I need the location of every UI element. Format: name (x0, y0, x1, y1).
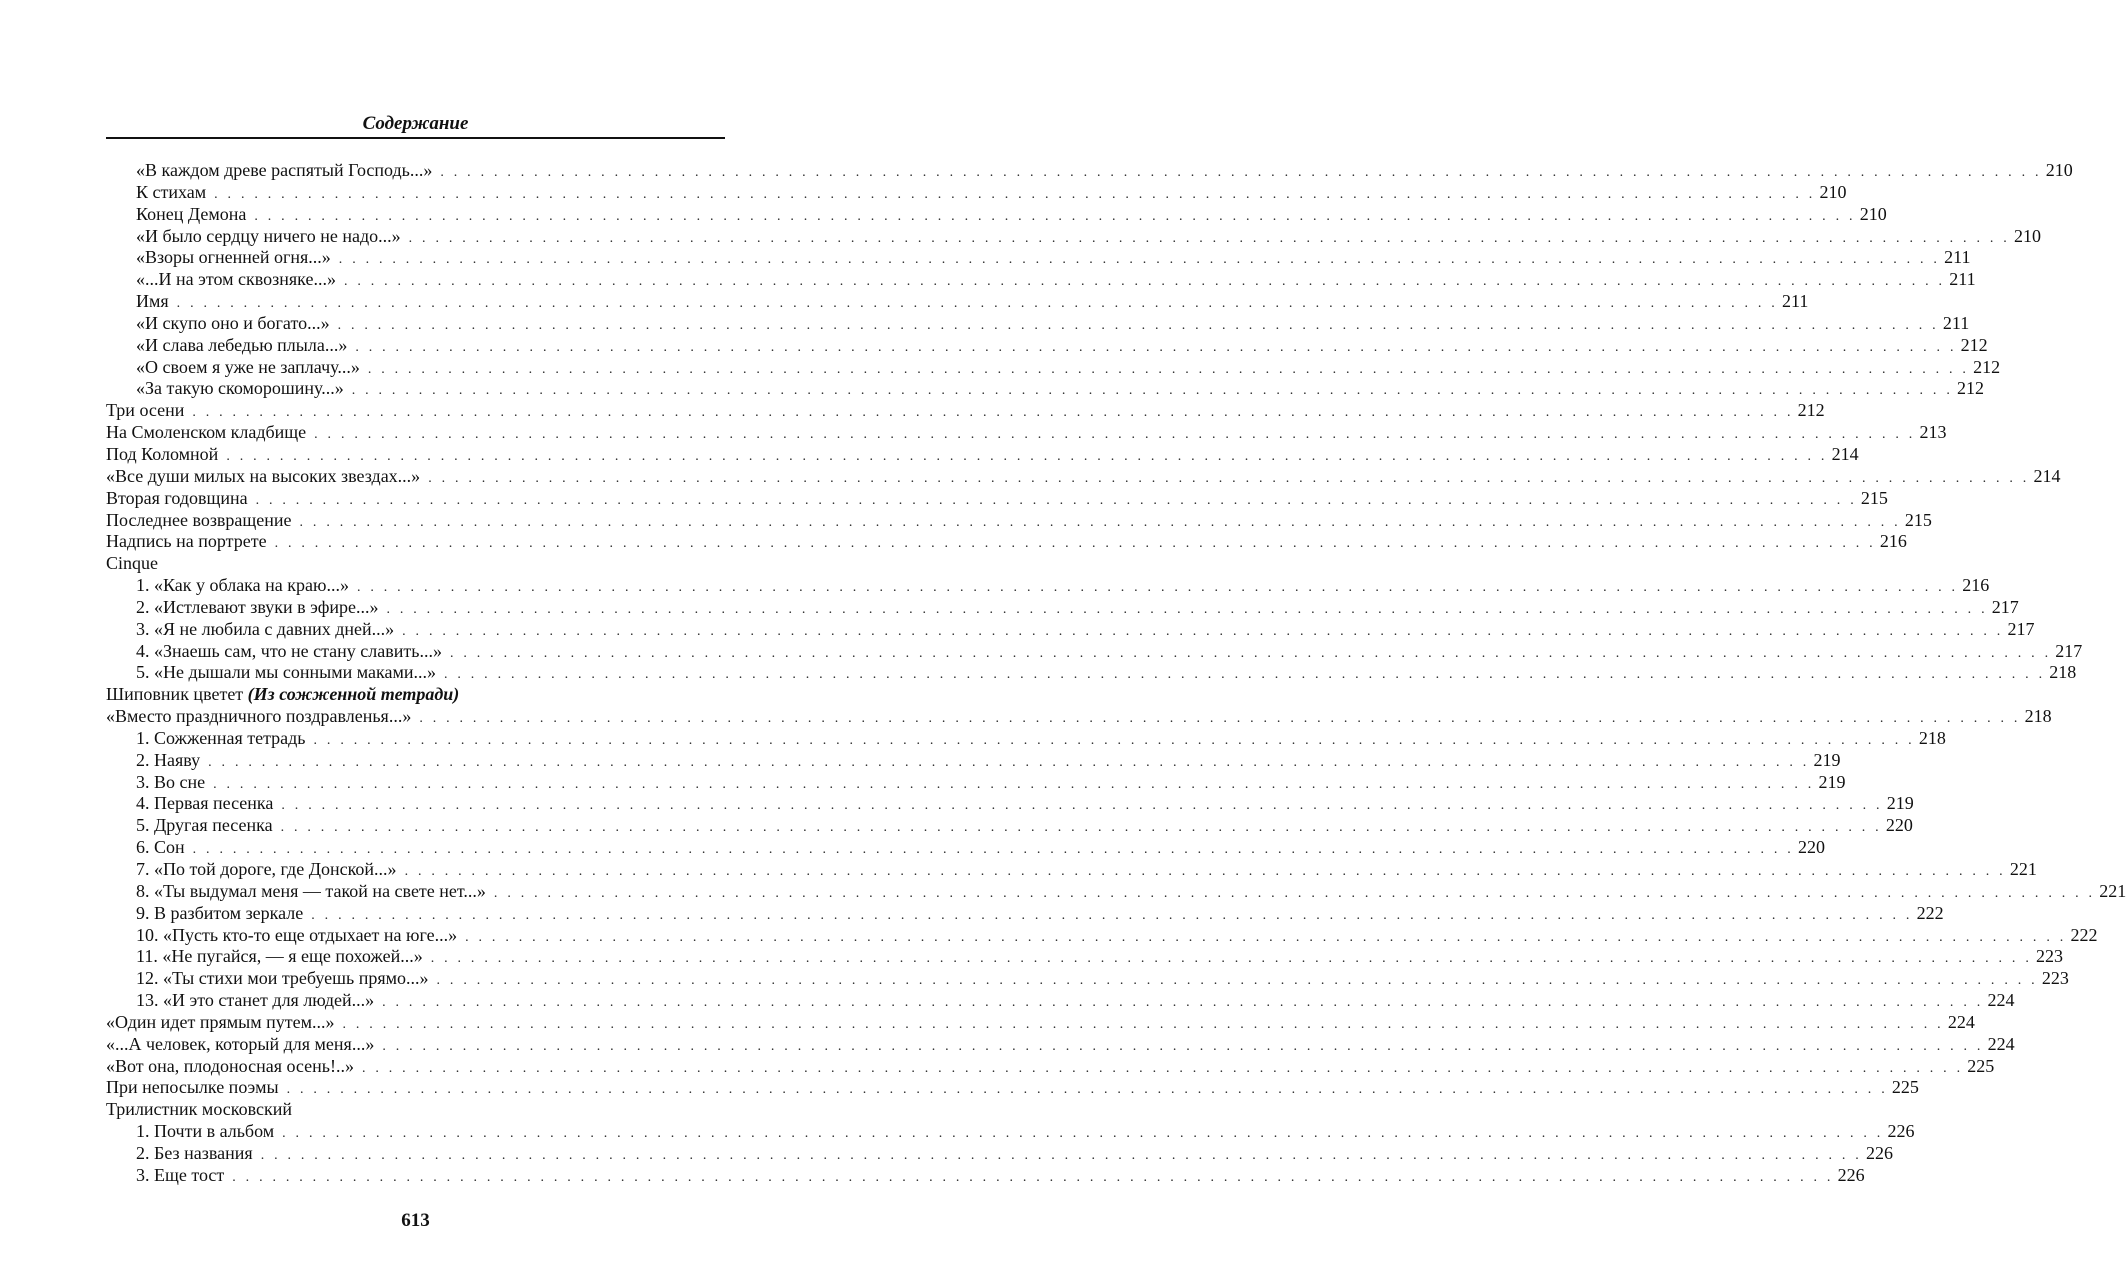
toc-entry (106, 727, 1946, 750)
toc-entry-title (136, 728, 314, 750)
toc-entry-title-text: 1. Сожженная тетрадь (136, 727, 306, 748)
dot-leader: . . . . . . . . . . . . . . . . . . . . . . . . . . . . . . . . . . . . . . . . . . . . . . . . . . . . . . . . . . . . . . . . . . . . . . . . . . . . . . . . . . . . . . . . . . . . . . . . . . . . . . . . . . . . . . . . . . . . . . . . (286, 1082, 1888, 1098)
running-head: Содержание (362, 113, 469, 134)
toc-entry-title (136, 750, 208, 772)
toc-entry-title-text: 3. Еще тост (136, 1164, 225, 1185)
toc-entry (106, 575, 1990, 597)
toc-entry-title-text: 5. Другая песенка (136, 815, 273, 836)
toc-entry-title-text: 10. «Пусть кто-то еще отдыхает на юге...» (136, 924, 458, 945)
dot-leader: . . . . . . . . . . . . . . . . . . . . . . . . . . . . . . . . . . . . . . . . . . . . . . . . . . . . . . . . . . . . . . . . . . . . . . . . . . . . . . . . . . . . . . . . . . . . . . . . . . . . . . . . . . . . . . . . . . . . . . . . (428, 470, 2030, 486)
toc-entry (106, 269, 1976, 291)
toc-entry (106, 422, 1947, 444)
toc-entry-title-text: 3. «Я не любила с давних дней...» (136, 618, 395, 639)
toc-entry (106, 1121, 1915, 1143)
toc-entry-title-text: 6. Сон (136, 837, 185, 858)
toc-entry (106, 356, 2001, 379)
dot-leader: . . . . . . . . . . . . . . . . . . . . . . . . . . . . . . . . . . . . . . . . . . . . . . . . . . . . . . . . . . . . . . . . . . . . . . . . . . . . . . . . . . . . . . . . . . . . . . . . . . . . . . . . . . . . . . . . . . . . . . . . (208, 754, 1810, 770)
toc-entry-title (136, 772, 213, 794)
dot-leader: . . . . . . . . . . . . . . . . . . . . . . . . . . . . . . . . . . . . . . . . . . . . . . . . . . . . . . . . . . . . . . . . . . . . . . . . . . . . . . . . . . . . . . . . . . . . . . . . . . . . . . . . . . . . . . . . . . . . . . . . (402, 623, 2004, 639)
toc-entry-title (106, 1056, 362, 1078)
toc-entry-page: 224 (1987, 1033, 2015, 1054)
toc-entry (106, 465, 2061, 488)
toc-entry-page: 223 (2041, 968, 2069, 989)
toc-entry (106, 334, 1988, 357)
toc-entry-title-text: 4. Первая песенка (136, 793, 274, 814)
toc-entry (106, 553, 725, 575)
dot-leader: . . . . . . . . . . . . . . . . . . . . . . . . . . . . . . . . . . . . . . . . . . . . . . . . . . . . . . . . . . . . . . . . . . . . . . . . . . . . . . . . . . . . . . . . . . . . . . . . . . . . . . . . . . . . . . . . . . . . . . . . (192, 842, 1794, 858)
toc-entry-title (106, 706, 419, 728)
dot-leader: . . . . . . . . . . . . . . . . . . . . . . . . . . . . . . . . . . . . . . . . . . . . . . . . . . . . . . . . . . . . . . . . . . . . . . . . . . . . . . . . . . . . . . . . . . . . . . . . . . . . . . . . . . . . . . . . . . . . . . . . (342, 1016, 1944, 1032)
toc-entry-title-text: 8. «Ты выдумал меня — такой на свете нет...» (136, 880, 486, 901)
dot-leader: . . . . . . . . . . . . . . . . . . . . . . . . . . . . . . . . . . . . . . . . . . . . . . . . . . . . . . . . . . . . . . . . . . . . . . . . . . . . . . . . . . . . . . . . . . . . . . . . . . . . . . . . . . . . . . . . . . . . . . . . (254, 208, 1856, 224)
toc-entry-title (136, 793, 281, 815)
toc-entry (106, 203, 1887, 226)
toc-entry (106, 400, 1825, 422)
toc-entry-title-text: Шиповник цветет (106, 684, 244, 705)
toc-entry-page: 225 (1891, 1077, 1919, 1098)
toc-entry-title-text: На Смоленском кладбище (106, 422, 307, 443)
toc-entry (106, 662, 2077, 684)
toc-entry (106, 618, 2035, 641)
toc-entry-title (136, 269, 344, 291)
toc-entry-title (136, 335, 355, 357)
toc-entry-title-text: «Взоры огненней огня...» (136, 247, 331, 268)
toc-entry (106, 946, 2064, 968)
toc-entry-page: 211 (1944, 247, 1971, 268)
toc-entry-title (106, 1099, 300, 1121)
toc-entry (106, 859, 2037, 881)
dot-leader: . . . . . . . . . . . . . . . . . . . . . . . . . . . . . . . . . . . . . . . . . . . . . . . . . . . . . . . . . . . . . . . . . . . . . . . . . . . . . . . . . . . . . . . . . . . . . . . . . . . . . . . . . . . . . . . . . . . . . . . . (299, 514, 1901, 530)
toc-entry-page: 210 (1859, 203, 1887, 224)
toc-entry-title-text: «И было сердцу ничего не надо...» (136, 225, 401, 246)
toc-entry-page: 210 (1819, 181, 1847, 202)
toc-entry-page: 217 (2007, 618, 2035, 639)
toc-entry-title (106, 1077, 287, 1099)
toc-entry (106, 837, 1825, 859)
dot-leader: . . . . . . . . . . . . . . . . . . . . . . . . . . . . . . . . . . . . . . . . . . . . . . . . . . . . . . . . . . . . . . . . . . . . . . . . . . . . . . . . . . . . . . . . . . . . . . . . . . . . . . . . . . . . . . . . . . . . . . . . (351, 383, 1954, 399)
dot-leader: . . . . . . . . . . . . . . . . . . . . . . . . . . . . . . . . . . . . . . . . . . . . . . . . . . . . . . . . . . . . . . . . . . . . . . . . . . . . . . . . . . . . . . . . . . . . . . . . . . . . . . . . . . . . . . . . . . . . . . . . (260, 1147, 1862, 1163)
toc-entry-title-text: «Вместо праздничного поздравленья...» (106, 706, 412, 727)
toc-entry-title (136, 575, 357, 597)
toc-entry-title (136, 1121, 282, 1143)
toc-entry (106, 1033, 2015, 1056)
toc-entry-title (136, 1143, 261, 1165)
toc-entry-title-text: 2. Наяву (136, 749, 201, 770)
toc-entry-title (106, 553, 166, 575)
dot-leader: . . . . . . . . . . . . . . . . . . . . . . . . . . . . . . . . . . . . . . . . . . . . . . . . . . . . . . . . . . . . . . . . . . . . . . . . . . . . . . . . . . . . . . . . . . . . . . . . . . . . . . . . . . . . . . . . . . . . . . . . (440, 165, 2042, 180)
toc-entry-title (136, 990, 382, 1012)
toc-entry-title (136, 903, 311, 925)
dot-leader: . . . . . . . . . . . . . . . . . . . . . . . . . . . . . . . . . . . . . . . . . . . . . . . . . . . . . . . . . . . . . . . . . . . . . . . . . . . . . . . . . . . . . . . . . . . . . . . . . . . . . . . . . . . . . . . . . . . . . . . . (176, 296, 1778, 312)
toc-entry (106, 968, 2069, 990)
toc-entry-page: 218 (1918, 727, 1946, 748)
toc-entry-page: 213 (1919, 422, 1947, 443)
dot-leader: . . . . . . . . . . . . . . . . . . . . . . . . . . . . . . . . . . . . . . . . . . . . . . . . . . . . . . . . . . . . . . . . . . . . . . . . . . . . . . . . . . . . . . . . . . . . . . . . . . . . . . . . . . . . . . . . . . . . . . . . (367, 361, 1970, 377)
toc-entry (106, 706, 2052, 728)
dot-leader: . . . . . . . . . . . . . . . . . . . . . . . . . . . . . . . . . . . . . . . . . . . . . . . . . . . . . . . . . . . . . . . . . . . . . . . . . . . . . . . . . . . . . . . . . . . . . . . . . . . . . . . . . . . . . . . . . . . . . . . . (282, 1126, 1884, 1142)
toc-entry-title (136, 662, 444, 684)
toc-entry-page: 226 (1887, 1121, 1915, 1142)
dot-leader: . . . . . . . . . . . . . . . . . . . . . . . . . . . . . . . . . . . . . . . . . . . . . . . . . . . . . . . . . . . . . . . . . . . . . . . . . . . . . . . . . . . . . . . . . . . . . . . . . . . . . . . . . . . . . . . . . . . . . . . . (356, 580, 1959, 596)
toc-entry-title-text: 7. «По той дороге, где Донской...» (136, 859, 397, 879)
toc-entry-title-text: 11. «Не пугайся, — я еще похожей...» (136, 946, 423, 967)
dot-leader: . . . . . . . . . . . . . . . . . . . . . . . . . . . . . . . . . . . . . . . . . . . . . . . . . . . . . . . . . . . . . . . . . . . . . . . . . . . . . . . . . . . . . . . . . . . . . . . . . . . . . . . . . . . . . . . . . . . . . . . . (430, 951, 2033, 967)
dot-leader: . . . . . . . . . . . . . . . . . . . . . . . . . . . . . . . . . . . . . . . . . . . . . . . . . . . . . . . . . . . . . . . . . . . . . . . . . . . . . . . . . . . . . . . . . . . . . . . . . . . . . . . . . . . . . . . . . . . . . . . . (338, 252, 1941, 268)
toc-entry-page: 212 (1973, 356, 2001, 377)
toc-entry (106, 1077, 1919, 1099)
toc-entry-title-text: Последнее возвращение (106, 509, 292, 530)
toc-entry-title-text: «За такую скоморошину...» (136, 378, 344, 399)
toc-entry-title (136, 1165, 232, 1187)
toc-entry-page: 219 (1886, 793, 1914, 814)
toc-entry-title (136, 968, 437, 990)
toc-entry (106, 291, 1809, 313)
dot-leader: . . . . . . . . . . . . . . . . . . . . . . . . . . . . . . . . . . . . . . . . . . . . . . . . . . . . . . . . . . . . . . . . . . . . . . . . . . . . . . . . . . . . . . . . . . . . . . . . . . . . . . . . . . . . . . . . . . . . . . . . (313, 732, 1915, 748)
dot-leader: . . . . . . . . . . . . . . . . . . . . . . . . . . . . . . . . . . . . . . . . . . . . . . . . . . . . . . . . . . . . . . . . . . . . . . . . . . . . . . . . . . . . . . . . . . . . . . . . . . . . . . . . . . . . . . . . . . . . . . . . (443, 667, 2046, 683)
toc-entry (106, 749, 1841, 772)
dot-leader: . . . . . . . . . . . . . . . . . . . . . . . . . . . . . . . . . . . . . . . . . . . . . . . . . . . . . . . . . . . . . . . . . . . . . . . . . . . . . . . . . . . . . . . . . . . . . . . . . . . . . . . . . . . . . . . . . . . . . . . . (280, 820, 1882, 836)
toc-entry-title-text: Конец Демона (136, 203, 247, 224)
toc-entry-title (106, 510, 300, 532)
toc-entry-title-text: 3. Во сне (136, 771, 206, 792)
toc-entry-title (136, 313, 338, 335)
toc-entry-page: 221 (2009, 859, 2037, 879)
dot-leader: . . . . . . . . . . . . . . . . . . . . . . . . . . . . . . . . . . . . . . . . . . . . . . . . . . . . . . . . . . . . . . . . . . . . . . . . . . . . . . . . . . . . . . . . . . . . . . . . . . . . . . . . . . . . . . . . . . . . . . . . (436, 973, 2038, 989)
toc-entry-title-text: 13. «И это станет для людей...» (136, 990, 375, 1011)
toc-entry-title (136, 378, 352, 400)
toc-entry-title-text: 2. Без названия (136, 1142, 253, 1163)
toc-entry-title-text: Под Коломной (106, 443, 219, 464)
toc-entry (106, 225, 2041, 248)
toc-entry (106, 640, 2083, 663)
toc-entry-page: 219 (1813, 749, 1841, 770)
toc-entry-page: 216 (1879, 531, 1907, 552)
toc-entry (106, 771, 1846, 794)
toc-entry (106, 990, 2015, 1012)
dot-leader: . . . . . . . . . . . . . . . . . . . . . . . . . . . . . . . . . . . . . . . . . . . . . . . . . . . . . . . . . . . . . . . . . . . . . . . . . . . . . . . . . . . . . . . . . . . . . . . . . . . . . . . . . . . . . . . . . . . . . . . . (343, 274, 1946, 290)
dot-leader: . . . . . . . . . . . . . . . . . . . . . . . . . . . . . . . . . . . . . . . . . . . . . . . . . . . . . . . . . . . . . . . . . . . . . . . . . . . . . . . . . . . . . . . . . . . . . . . . . . . . . . . . . . . . . . . . . . . . . . . . (226, 448, 1828, 464)
toc-entry-page: 222 (2070, 924, 2098, 945)
dot-leader: . . . . . . . . . . . . . . . . . . . . . . . . . . . . . . . . . . . . . . . . . . . . . . . . . . . . . . . . . . . . . . . . . . . . . . . . . . . . . . . . . . . . . . . . . . . . . . . . . . . . . . . . . . . . . . . . . . . . . . . . (493, 885, 2096, 901)
toc-entry-title-text: 9. В разбитом зеркале (136, 902, 304, 923)
toc-entry-page: 212 (1957, 378, 1985, 399)
toc-entry-title (136, 357, 368, 379)
toc-entry-title (106, 488, 256, 510)
header-rule (106, 137, 725, 139)
toc-entry (106, 181, 1847, 204)
toc-entry-page: 215 (1904, 509, 1932, 530)
toc-entry-title-text: Надпись на портрете (106, 531, 267, 552)
toc-entry (106, 924, 2098, 947)
toc-entry (106, 487, 1888, 510)
toc-entry-title (136, 597, 386, 619)
table-of-contents (106, 160, 2126, 1187)
dot-leader: . . . . . . . . . . . . . . . . . . . . . . . . . . . . . . . . . . . . . . . . . . . . . . . . . . . . . . . . . . . . . . . . . . . . . . . . . . . . . . . . . . . . . . . . . . . . . . . . . . . . . . . . . . . . . . . . . . . . . . . . (449, 645, 2052, 661)
dot-leader: . . . . . . . . . . . . . . . . . . . . . . . . . . . . . . . . . . . . . . . . . . . . . . . . . . . . . . . . . . . . . . . . . . . . . . . . . . . . . . . . . . . . . . . . . . . . . . . . . . . . . . . . . . . . . . . . . . . . . . . . (192, 405, 1794, 421)
toc-entry-title-text: «О своем я уже не заплачу...» (136, 356, 360, 377)
toc-entry-page: 224 (1947, 1011, 1975, 1032)
dot-leader: . . . . . . . . . . . . . . . . . . . . . . . . . . . . . . . . . . . . . . . . . . . . . . . . . . . . . . . . . . . . . . . . . . . . . . . . . . . . . . . . . . . . . . . . . . . . . . . . . . . . . . . . . . . . . . . . . . . . . . . . (274, 536, 1876, 552)
toc-entry (106, 312, 1970, 335)
toc-entry-page: 214 (1831, 443, 1859, 464)
dot-leader: . . . . . . . . . . . . . . . . . . . . . . . . . . . . . . . . . . . . . . . . . . . . . . . . . . . . . . . . . . . . . . . . . . . . . . . . . . . . . . . . . . . . . . . . . . . . . . . . . . . . . . . . . . . . . . . . . . . . . . . . (382, 1038, 1984, 1054)
toc-entry-subtitle: (Из сожженной тетради) (247, 684, 460, 705)
toc-entry-page: 218 (2049, 662, 2077, 683)
toc-entry-title (136, 881, 494, 903)
toc-entry-title-text: Трилистник московский (106, 1099, 292, 1120)
toc-entry (106, 160, 2073, 182)
toc-entry-title (136, 204, 254, 226)
toc-entry-page: 221 (2099, 880, 2126, 901)
toc-entry (106, 596, 2019, 619)
toc-entry-page: 214 (2033, 465, 2061, 486)
dot-leader: . . . . . . . . . . . . . . . . . . . . . . . . . . . . . . . . . . . . . . . . . . . . . . . . . . . . . . . . . . . . . . . . . . . . . . . . . . . . . . . . . . . . . . . . . . . . . . . . . . . . . . . . . . . . . . . . . . . . . . . . (404, 864, 2006, 879)
toc-entry-page: 211 (1942, 312, 1970, 333)
toc-entry-page: 218 (2024, 706, 2052, 727)
toc-entry-title (136, 226, 409, 248)
dot-leader: . . . . . . . . . . . . . . . . . . . . . . . . . . . . . . . . . . . . . . . . . . . . . . . . . . . . . . . . . . . . . . . . . . . . . . . . . . . . . . . . . . . . . . . . . . . . . . . . . . . . . . . . . . . . . . . . . . . . . . . . (465, 929, 2067, 945)
toc-entry-title (136, 815, 281, 837)
dot-leader: . . . . . . . . . . . . . . . . . . . . . . . . . . . . . . . . . . . . . . . . . . . . . . . . . . . . . . . . . . . . . . . . . . . . . . . . . . . . . . . . . . . . . . . . . . . . . . . . . . . . . . . . . . . . . . . . . . . . . . . . (281, 798, 1883, 814)
toc-entry-title-text: «Вот она, плодоносная осень!..» (106, 1055, 354, 1076)
toc-entry-title-text: Вторая годовщина (106, 487, 248, 508)
toc-entry (106, 1164, 1865, 1187)
toc-entry-title-text: «И скупо оно и богато...» (136, 312, 330, 333)
toc-entry-title-text: 2. «Истлевают звуки в эфире...» (136, 596, 379, 617)
toc-entry-title (136, 859, 405, 881)
toc-entry-title-text: «Один идет прямым путем...» (106, 1011, 335, 1032)
toc-entry-title (136, 946, 431, 968)
dot-leader: . . . . . . . . . . . . . . . . . . . . . . . . . . . . . . . . . . . . . . . . . . . . . . . . . . . . . . . . . . . . . . . . . . . . . . . . . . . . . . . . . . . . . . . . . . . . . . . . . . . . . . . . . . . . . . . . . . . . . . . . (386, 601, 1988, 617)
toc-entry (106, 793, 1914, 815)
toc-entry-page: 212 (1797, 400, 1825, 421)
toc-entry-page: 212 (1960, 334, 1988, 355)
toc-entry-page: 217 (1991, 596, 2019, 617)
toc-entry-title-text: 1. «Как у облака на краю...» (136, 575, 349, 596)
dot-leader: . . . . . . . . . . . . . . . . . . . . . . . . . . . . . . . . . . . . . . . . . . . . . . . . . . . . . . . . . . . . . . . . . . . . . . . . . . . . . . . . . . . . . . . . . . . . . . . . . . . . . . . . . . . . . . . . . . . . . . . . (232, 1169, 1834, 1185)
toc-entry-page: 215 (1860, 487, 1888, 508)
toc-entry-page: 217 (2055, 640, 2083, 661)
toc-entry (106, 378, 1985, 400)
toc-entry (106, 880, 2126, 903)
dot-leader: . . . . . . . . . . . . . . . . . . . . . . . . . . . . . . . . . . . . . . . . . . . . . . . . . . . . . . . . . . . . . . . . . . . . . . . . . . . . . . . . . . . . . . . . . . . . . . . . . . . . . . . . . . . . . . . . . . . . . . . . (355, 339, 1957, 355)
toc-entry-title-text: «...А человек, который для меня...» (106, 1033, 375, 1054)
toc-entry (106, 902, 1944, 925)
toc-entry-title-text: «И слава лебедью плыла...» (136, 334, 348, 355)
toc-entry-page: 225 (1967, 1055, 1995, 1076)
toc-entry-page: 210 (2045, 160, 2073, 180)
toc-entry-title (136, 182, 214, 204)
toc-entry (106, 684, 725, 706)
toc-entry-page: 210 (2013, 225, 2041, 246)
toc-entry-title (136, 641, 450, 663)
toc-entry-page: 220 (1885, 815, 1913, 836)
toc-entry-title (106, 531, 275, 553)
toc-entry-title (106, 1012, 343, 1034)
page-number: 613 (401, 1210, 430, 1231)
toc-entry-title-text: 4. «Знаешь сам, что не стану славить...» (136, 640, 442, 661)
toc-entry (106, 1142, 1893, 1165)
toc-entry-title (106, 400, 192, 422)
toc-entry-title-text: К стихам (136, 181, 207, 202)
toc-entry (106, 1099, 725, 1121)
toc-entry-title-text: При непосылке поэмы (106, 1077, 279, 1098)
toc-entry (106, 247, 1971, 269)
toc-entry (106, 531, 1907, 553)
dot-leader: . . . . . . . . . . . . . . . . . . . . . . . . . . . . . . . . . . . . . . . . . . . . . . . . . . . . . . . . . . . . . . . . . . . . . . . . . . . . . . . . . . . . . . . . . . . . . . . . . . . . . . . . . . . . . . . . . . . . . . . . (314, 427, 1916, 443)
dot-leader: . . . . . . . . . . . . . . . . . . . . . . . . . . . . . . . . . . . . . . . . . . . . . . . . . . . . . . . . . . . . . . . . . . . . . . . . . . . . . . . . . . . . . . . . . . . . . . . . . . . . . . . . . . . . . . . . . . . . . . . . (382, 995, 1984, 1011)
toc-entry-title (106, 444, 226, 466)
toc-entry-page: 226 (1837, 1164, 1865, 1185)
toc-entry-title-text: «...И на этом сквозняке...» (136, 269, 336, 290)
toc-entry-page: 224 (1987, 990, 2015, 1011)
toc-entry-page: 211 (1781, 291, 1809, 312)
toc-entry-title (136, 837, 193, 859)
toc-entry-title-text: «В каждом древе распятый Господь...» (136, 160, 433, 180)
toc-entry-page: 216 (1962, 575, 1990, 596)
toc-entry-title (136, 291, 177, 313)
toc-entry-title-text: Три осени (106, 400, 185, 421)
dot-leader: . . . . . . . . . . . . . . . . . . . . . . . . . . . . . . . . . . . . . . . . . . . . . . . . . . . . . . . . . . . . . . . . . . . . . . . . . . . . . . . . . . . . . . . . . . . . . . . . . . . . . . . . . . . . . . . . . . . . . . . . (361, 1060, 1964, 1076)
toc-entry-title (136, 619, 402, 641)
toc-entry-title (136, 247, 339, 269)
dot-leader: . . . . . . . . . . . . . . . . . . . . . . . . . . . . . . . . . . . . . . . . . . . . . . . . . . . . . . . . . . . . . . . . . . . . . . . . . . . . . . . . . . . . . . . . . . . . . . . . . . . . . . . . . . . . . . . . . . . . . . . . (213, 776, 1815, 792)
toc-entry-title (106, 1034, 382, 1056)
toc-entry-title (106, 466, 428, 488)
toc-entry-title-text: 12. «Ты стихи мои требуешь прямо...» (136, 968, 429, 989)
toc-entry-page: 211 (1949, 269, 1976, 290)
toc-entry (106, 815, 1913, 837)
toc-entry-title-text: 5. «Не дышали мы сонными маками...» (136, 662, 436, 683)
toc-entry (106, 509, 1932, 532)
toc-entry-title (106, 684, 467, 706)
toc-entry-page: 219 (1818, 771, 1846, 792)
toc-entry-title-text: 1. Почти в альбом (136, 1121, 275, 1142)
toc-entry (106, 1055, 1995, 1078)
toc-entry-title-text: «Все души милых на высоких звездах...» (106, 465, 421, 486)
toc-entry (106, 443, 1859, 466)
toc-entry-title (136, 160, 440, 182)
dot-leader: . . . . . . . . . . . . . . . . . . . . . . . . . . . . . . . . . . . . . . . . . . . . . . . . . . . . . . . . . . . . . . . . . . . . . . . . . . . . . . . . . . . . . . . . . . . . . . . . . . . . . . . . . . . . . . . . . . . . . . . . (255, 492, 1857, 508)
dot-leader: . . . . . . . . . . . . . . . . . . . . . . . . . . . . . . . . . . . . . . . . . . . . . . . . . . . . . . . . . . . . . . . . . . . . . . . . . . . . . . . . . . . . . . . . . . . . . . . . . . . . . . . . . . . . . . . . . . . . . . . . (419, 711, 2021, 727)
toc-entry-page: 223 (2036, 946, 2064, 967)
dot-leader: . . . . . . . . . . . . . . . . . . . . . . . . . . . . . . . . . . . . . . . . . . . . . . . . . . . . . . . . . . . . . . . . . . . . . . . . . . . . . . . . . . . . . . . . . . . . . . . . . . . . . . . . . . . . . . . . . . . . . . . . (311, 907, 1913, 923)
dot-leader: . . . . . . . . . . . . . . . . . . . . . . . . . . . . . . . . . . . . . . . . . . . . . . . . . . . . . . . . . . . . . . . . . . . . . . . . . . . . . . . . . . . . . . . . . . . . . . . . . . . . . . . . . . . . . . . . . . . . . . . . (408, 230, 2010, 246)
dot-leader: . . . . . . . . . . . . . . . . . . . . . . . . . . . . . . . . . . . . . . . . . . . . . . . . . . . . . . . . . . . . . . . . . . . . . . . . . . . . . . . . . . . . . . . . . . . . . . . . . . . . . . . . . . . . . . . . . . . . . . . . (214, 186, 1816, 202)
toc-entry-page: 220 (1797, 837, 1825, 858)
toc-entry (106, 1011, 1975, 1034)
toc-entry-title-text: Имя (136, 291, 169, 312)
toc-entry-title (136, 925, 465, 947)
dot-leader: . . . . . . . . . . . . . . . . . . . . . . . . . . . . . . . . . . . . . . . . . . . . . . . . . . . . . . . . . . . . . . . . . . . . . . . . . . . . . . . . . . . . . . . . . . . . . . . . . . . . . . . . . . . . . . . . . . . . . . . . (337, 317, 1939, 333)
toc-entry-title (106, 422, 314, 444)
toc-entry-page: 222 (1916, 902, 1944, 923)
toc-entry-page: 226 (1866, 1142, 1893, 1163)
toc-entry-title-text: Cinque (106, 553, 158, 574)
